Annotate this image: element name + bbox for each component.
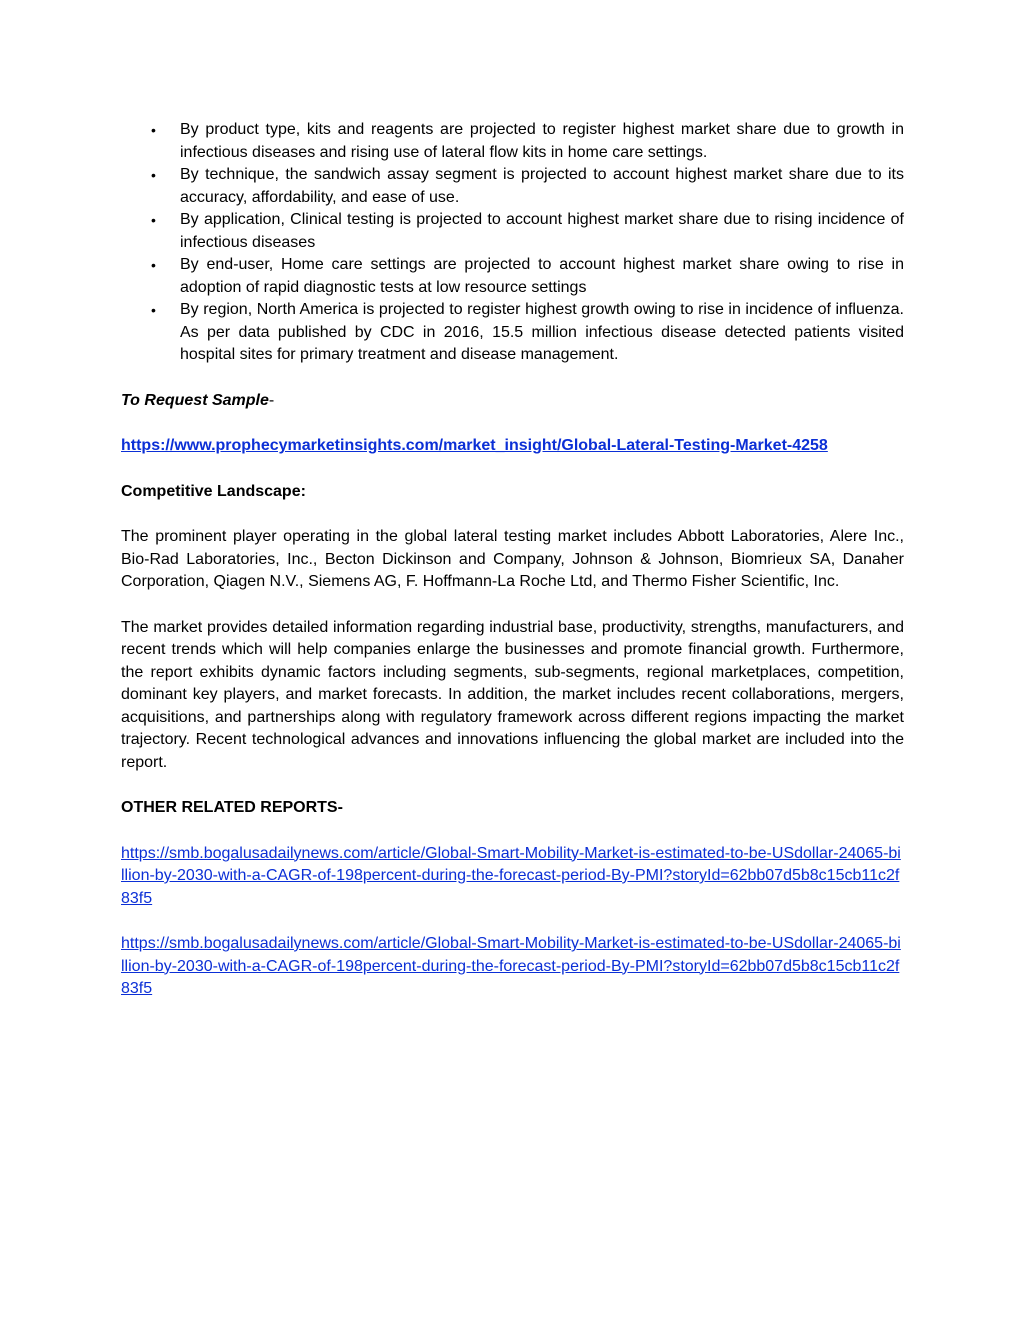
request-sample-line xyxy=(121,390,904,413)
bullet-text: By application, Clinical testing is projected to account highest market share due to rising incidence of infectious diseases xyxy=(180,211,904,251)
document-page xyxy=(121,119,904,1001)
bullet-icon: • xyxy=(151,212,156,228)
bullet-text: By end-user, Home care settings are projected to account highest market share owing to rise in adoption of rapid diagnostic tests at low resource settings xyxy=(180,256,904,296)
bullet-item xyxy=(121,119,904,164)
competitive-landscape-paragraph: The prominent player operating in the global lateral testing market includes Abbott Laboratories, Alere Inc., Bio-Rad Laboratories, Inc., Becton Dickinson and Company, Johnson & Johnson, Biomrieux SA, Danaher Corporation, Qiagen N.V., Siemens AG, F. Hoffmann-La Roche Ltd, and Thermo Fisher Scientific, Inc. xyxy=(121,528,904,590)
request-sample-suffix: - xyxy=(268,391,275,409)
bullet-text: By product type, kits and reagents are projected to register highest market share due to growth in infectious diseases and rising use of lateral flow kits in home care settings. xyxy=(180,121,904,161)
bullet-text: By technique, the sandwich assay segment is projected to account highest market share due to its accuracy, affordability, and ease of use. xyxy=(180,166,904,206)
bullet-item xyxy=(121,209,904,254)
related-report-link[interactable]: https://smb.bogalusadailynews.com/article/Global-Smart-Mobility-Market-is-estimated-to-be-USdollar-24065-billion-by-2030-with-a-CAGR-of-198percent-during-the-forecast-period-By-PMI?storyId=62bb07d5b8c15cb11c2f83f5 xyxy=(121,844,901,907)
sample-link[interactable]: https://www.prophecymarketinsights.com/market_insight/Global-Lateral-Testing-Market-4258 xyxy=(121,437,828,454)
highlights-list xyxy=(121,119,904,367)
sample-link-line xyxy=(121,435,904,458)
market-details-paragraph: The market provides detailed information regarding industrial base, productivity, strengths, manufacturers, and recent trends which will help companies enlarge the businesses and promote financial growth. Furthermore, the report exhibits dynamic factors including segments, sub-segments, regional marketplaces, competition, dominant key players, and market forecasts. In addition, the market includes recent collaborations, mergers, acquisitions, and partnerships along with regulatory framework across different regions impacting the market trajectory. Recent technological advances and innovations influencing the global market are included into the report. xyxy=(121,618,904,771)
request-sample-label: To Request Sample xyxy=(121,391,269,409)
related-report-link-line xyxy=(121,843,904,911)
bullet-icon: • xyxy=(151,167,156,183)
bullet-item xyxy=(121,299,904,367)
related-reports-heading: OTHER RELATED REPORTS- xyxy=(121,799,343,816)
bullet-icon: • xyxy=(151,122,156,138)
bullet-item xyxy=(121,164,904,209)
related-report-link[interactable]: https://smb.bogalusadailynews.com/article/Global-Smart-Mobility-Market-is-estimated-to-be-USdollar-24065-billion-by-2030-with-a-CAGR-of-198percent-during-the-forecast-period-By-PMI?storyId=62bb07d5b8c15cb11c2f83f5 xyxy=(121,935,901,997)
competitive-landscape-heading: Competitive Landscape: xyxy=(121,482,306,500)
related-report-link-line xyxy=(121,933,904,1001)
bullet-item xyxy=(121,254,904,299)
bullet-icon: • xyxy=(151,257,156,273)
bullet-text: By region, North America is projected to register highest growth owing to rise in incidence of influenza. As per data published by CDC in 2016, 15.5 million infectious disease detected patients visited hospital sites for primary treatment and disease management. xyxy=(180,301,904,363)
bullet-icon: • xyxy=(151,302,156,318)
